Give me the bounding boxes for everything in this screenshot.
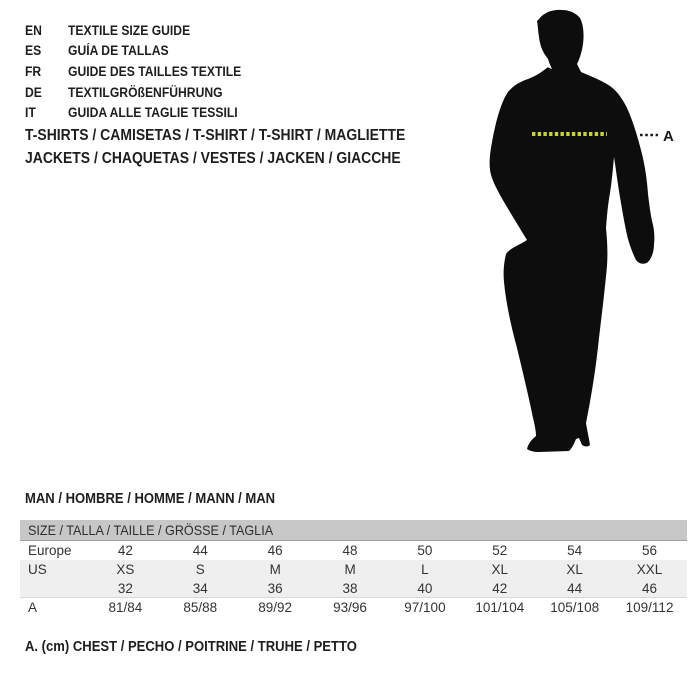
row-label-a: A [28, 600, 38, 615]
size-cell: XL [566, 562, 583, 577]
language-code: EN [25, 22, 42, 38]
size-cell: 46 [267, 543, 283, 558]
size-cell: 93/96 [333, 600, 367, 615]
language-row-it [25, 102, 261, 123]
category-list [25, 127, 448, 173]
size-cell: 50 [417, 543, 433, 558]
language-row-fr [25, 61, 261, 82]
measurement-footnote-label: A. (cm) CHEST / PECHO / POITRINE / TRUHE / PETTO [25, 639, 357, 655]
size-cell: XS [116, 562, 135, 577]
table-row-us [20, 560, 687, 579]
size-cell: 56 [642, 543, 658, 558]
language-label: TEXTILGRÖßENFÜHRUNG [68, 84, 223, 100]
size-cell: 36 [267, 581, 283, 596]
size-cell: 81/84 [108, 600, 143, 615]
language-code: FR [25, 63, 42, 79]
size-cell: 52 [492, 543, 508, 558]
measure-label-a: A [663, 128, 674, 145]
size-cell: M [344, 562, 356, 577]
language-row-de [25, 82, 261, 103]
size-cell: 44 [567, 581, 583, 596]
size-cell: 48 [342, 543, 358, 558]
size-cell: 54 [567, 543, 583, 558]
row-label-us: US [28, 562, 47, 577]
language-label: GUÍA DE TALLAS [68, 43, 169, 59]
category-jackets-label: JACKETS / CHAQUETAS / VESTES / JACKEN / GIACCHE [25, 150, 401, 167]
size-cell: S [195, 562, 205, 577]
size-table-header [20, 520, 687, 541]
category-tshirts [25, 127, 448, 150]
table-row-us-numeric [20, 579, 687, 598]
size-cell: 85/88 [183, 600, 218, 615]
language-code: DE [25, 84, 42, 100]
language-row-es [25, 41, 261, 62]
size-table-header-label: SIZE / TALLA / TAILLE / GRÖSSE / TAGLIA [28, 522, 274, 538]
measurement-footnote [25, 639, 394, 655]
language-list [25, 20, 261, 123]
language-row-en [25, 20, 261, 41]
size-cell: 38 [342, 581, 358, 596]
row-label-blank [20, 579, 88, 597]
size-cell: M [269, 562, 281, 577]
language-label: GUIDA ALLE TAGLIE TESSILI [68, 105, 238, 121]
size-cell: 101/104 [475, 600, 525, 615]
size-cell: XXL [636, 562, 663, 577]
man-heading-label: MAN / HOMBRE / HOMME / MANN / MAN [25, 491, 276, 507]
row-label-europe: Europe [28, 543, 72, 558]
language-code: ES [25, 43, 42, 59]
man-silhouette [490, 10, 655, 452]
size-cell: 44 [192, 543, 208, 558]
size-cell: 42 [492, 581, 508, 596]
language-label: TEXTILE SIZE GUIDE [68, 22, 191, 38]
size-cell: 105/108 [550, 600, 600, 615]
size-table [20, 520, 687, 617]
size-cell: L [421, 562, 429, 577]
man-heading [25, 491, 303, 507]
language-label: GUIDE DES TAILLES TEXTILE [68, 63, 242, 79]
size-cell: 34 [192, 581, 208, 596]
size-cell: 109/112 [625, 600, 674, 615]
table-row-chest [20, 598, 687, 617]
size-cell: 89/92 [258, 600, 293, 615]
category-tshirts-label: T-SHIRTS / CAMISETAS / T-SHIRT / T-SHIRT / MAGLIETTE [25, 127, 406, 144]
size-cell: 42 [117, 543, 133, 558]
table-row-europe [20, 541, 687, 560]
category-jackets [25, 150, 448, 173]
size-cell: 46 [642, 581, 658, 596]
man-silhouette-figure [486, 8, 678, 453]
language-code: IT [25, 105, 36, 121]
size-cell: 32 [117, 581, 133, 596]
size-cell: XL [491, 562, 509, 577]
size-cell: 97/100 [404, 600, 446, 615]
size-cell: 40 [417, 581, 433, 596]
